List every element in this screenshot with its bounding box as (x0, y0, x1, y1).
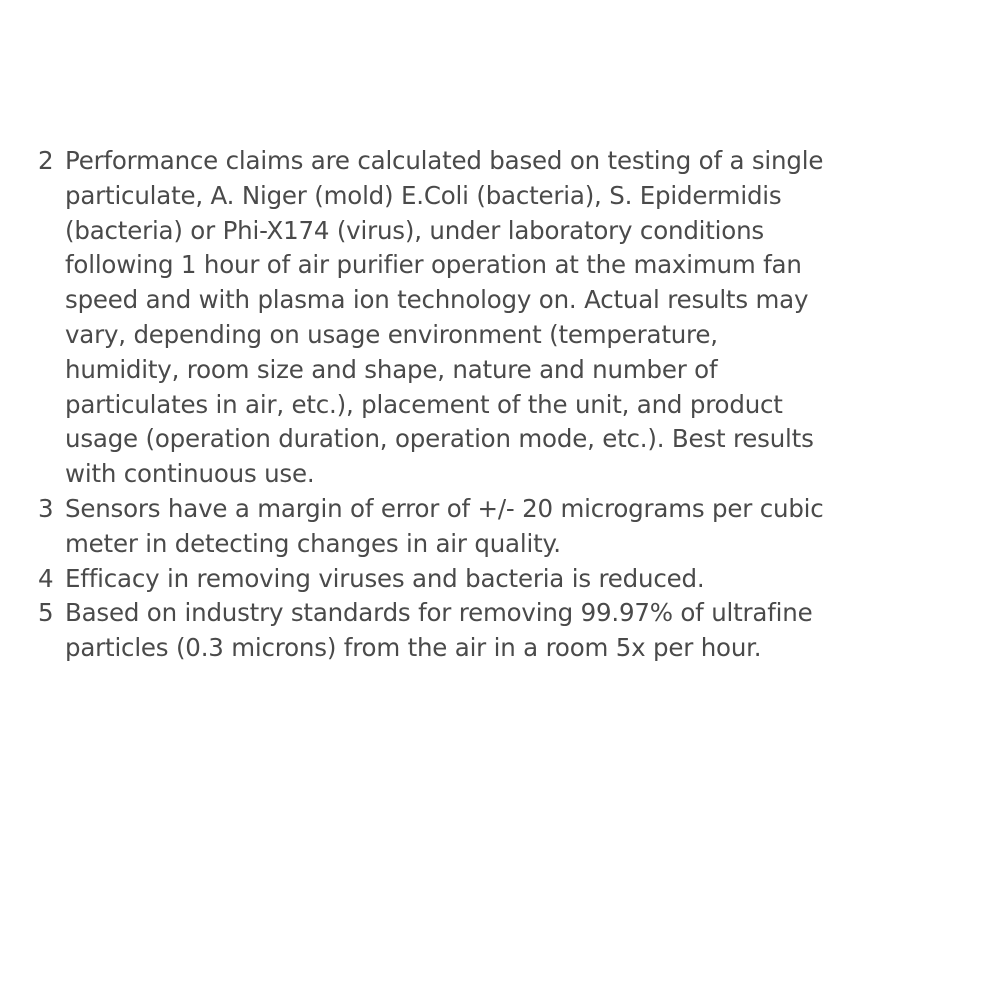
footnote-line: speed and with plasma ion technology on. Actual results may (65, 285, 809, 315)
footnote-2 (38, 144, 968, 492)
footnote-line: humidity, room size and shape, nature and number of (65, 354, 718, 384)
footnote-line: particles (0.3 microns) from the air in a room 5x per hour. (65, 633, 762, 663)
footnote-line: Efficacy in removing viruses and bacteria is reduced. (65, 563, 705, 593)
footnotes-list (38, 144, 968, 666)
footnote-line: vary, depending on usage environment (temperature, (65, 319, 718, 349)
footnote-line: with continuous use. (65, 459, 315, 489)
footnote-line: Sensors have a margin of error of +/- 20 micrograms per cubic (65, 493, 824, 523)
footnote-line: Based on industry standards for removing 99.97% of ultrafine (65, 598, 813, 628)
footnote-line: Performance claims are calculated based on testing of a single (65, 146, 824, 175)
footnote-line: meter in detecting changes in air quality. (65, 528, 561, 558)
footnote-line: particulates in air, etc.), placement of the unit, and product (65, 389, 783, 419)
footnote-text (65, 144, 968, 492)
footnote-line: usage (operation duration, operation mode, etc.). Best results (65, 424, 814, 454)
footnote-number: 5 (38, 598, 54, 628)
footnote-number: 4 (38, 563, 54, 593)
footnote-4 (38, 562, 968, 597)
footnote-number: 2 (38, 146, 54, 175)
footnote-line: particulate, A. Niger (mold) E.Coli (bacteria), S. Epidermidis (65, 180, 782, 210)
footnote-number: 3 (38, 493, 54, 523)
footnote-5 (38, 596, 968, 666)
footnote-3 (38, 492, 968, 562)
footnote-line: following 1 hour of air purifier operation at the maximum fan (65, 250, 802, 280)
footnote-text (65, 492, 968, 562)
footnote-text (65, 562, 968, 597)
footnote-text (65, 596, 968, 666)
footnote-line: (bacteria) or Phi-X174 (virus), under laboratory conditions (65, 215, 764, 245)
